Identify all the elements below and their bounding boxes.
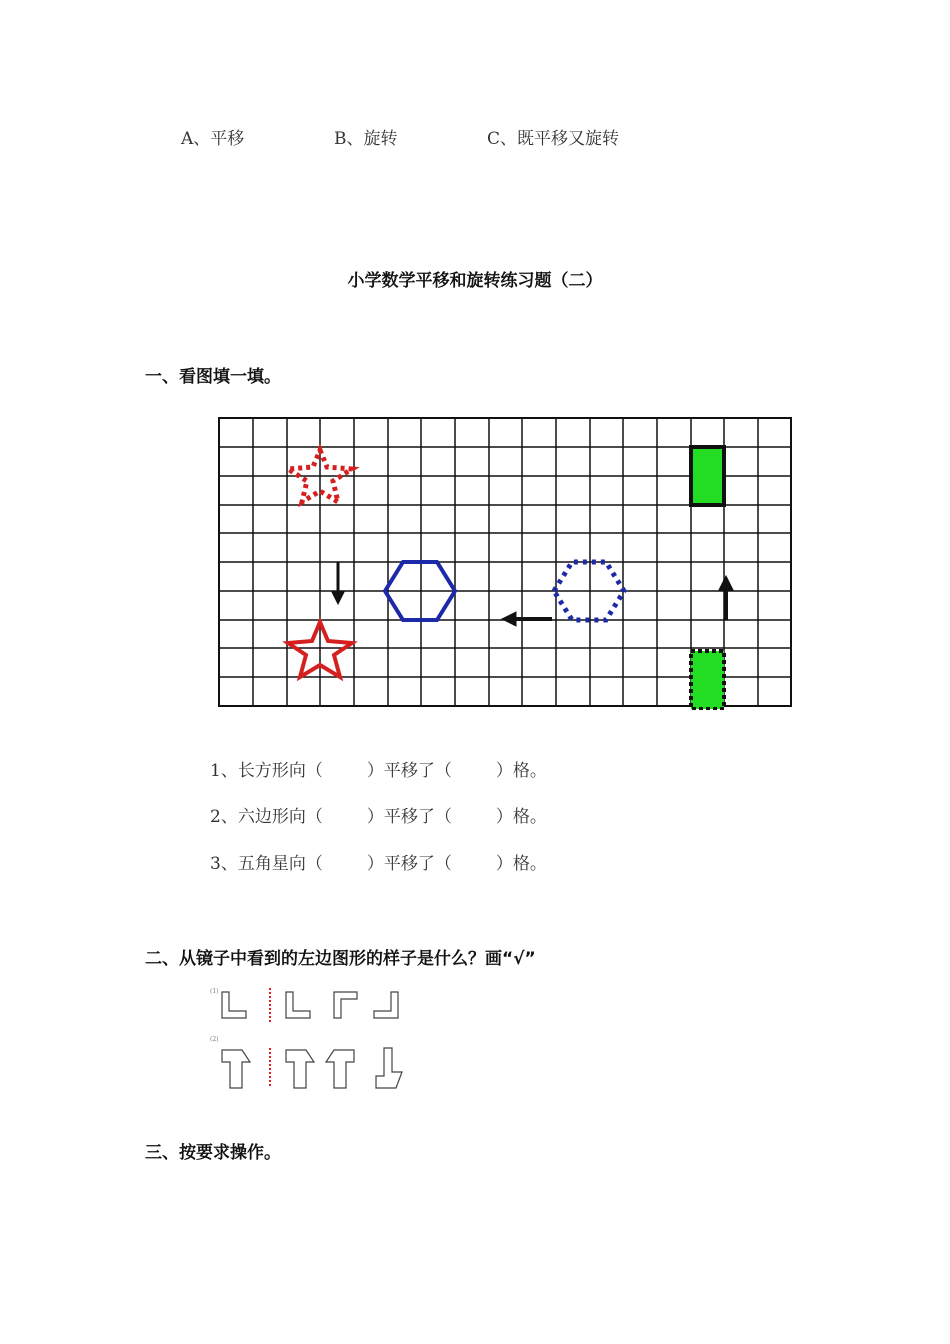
row-label-2: (2)	[210, 1036, 219, 1043]
choice-2b-shape	[326, 1050, 354, 1088]
question-3-suffix: ）格。	[495, 854, 547, 874]
choice-2a-shape	[286, 1050, 314, 1088]
question-1-mid: ）平移了（	[366, 761, 452, 781]
option-a: A、平移	[181, 129, 245, 149]
section3-heading: 三、按要求操作。	[145, 1143, 281, 1163]
shape-t-original	[222, 1050, 250, 1088]
question-2-suffix: ）格。	[495, 807, 547, 827]
question-2-prefix: 2、六边形向（	[210, 807, 323, 827]
question-2-mid: ）平移了（	[366, 807, 452, 827]
page-title: 小学数学平移和旋转练习题（二）	[347, 271, 603, 291]
section2-heading: 二、从镜子中看到的左边图形的样子是什么？画“√”	[145, 949, 536, 969]
question-1	[210, 756, 547, 781]
question-1-suffix: ）格。	[495, 761, 547, 781]
translation-grid-figure	[216, 416, 794, 710]
question-2	[210, 802, 547, 827]
rectangle-original-fill	[691, 651, 724, 709]
mirror-row-1	[216, 986, 406, 1026]
choice-1c-shape	[374, 992, 398, 1018]
choice-1a-shape	[286, 992, 310, 1018]
row-label-1: (1)	[210, 988, 219, 995]
rectangle-moved-solid	[691, 447, 724, 505]
question-3-prefix: 3、五角星向（	[210, 854, 323, 874]
option-c: C、既平移又旋转	[487, 129, 620, 149]
option-b: B、旋转	[334, 129, 398, 149]
mirror-row-2	[216, 1042, 406, 1092]
question-3-mid: ）平移了（	[366, 854, 452, 874]
shape-l-original	[222, 992, 246, 1018]
arrow-up-icon	[719, 576, 733, 620]
question-1-prefix: 1、长方形向（	[210, 761, 323, 781]
question-3	[210, 849, 547, 874]
arrow-left-icon	[502, 612, 552, 626]
choice-2c-shape	[376, 1048, 402, 1088]
choice-1b-shape	[334, 992, 357, 1018]
section1-heading: 一、看图填一填。	[145, 367, 281, 387]
arrow-down-icon	[332, 562, 344, 604]
